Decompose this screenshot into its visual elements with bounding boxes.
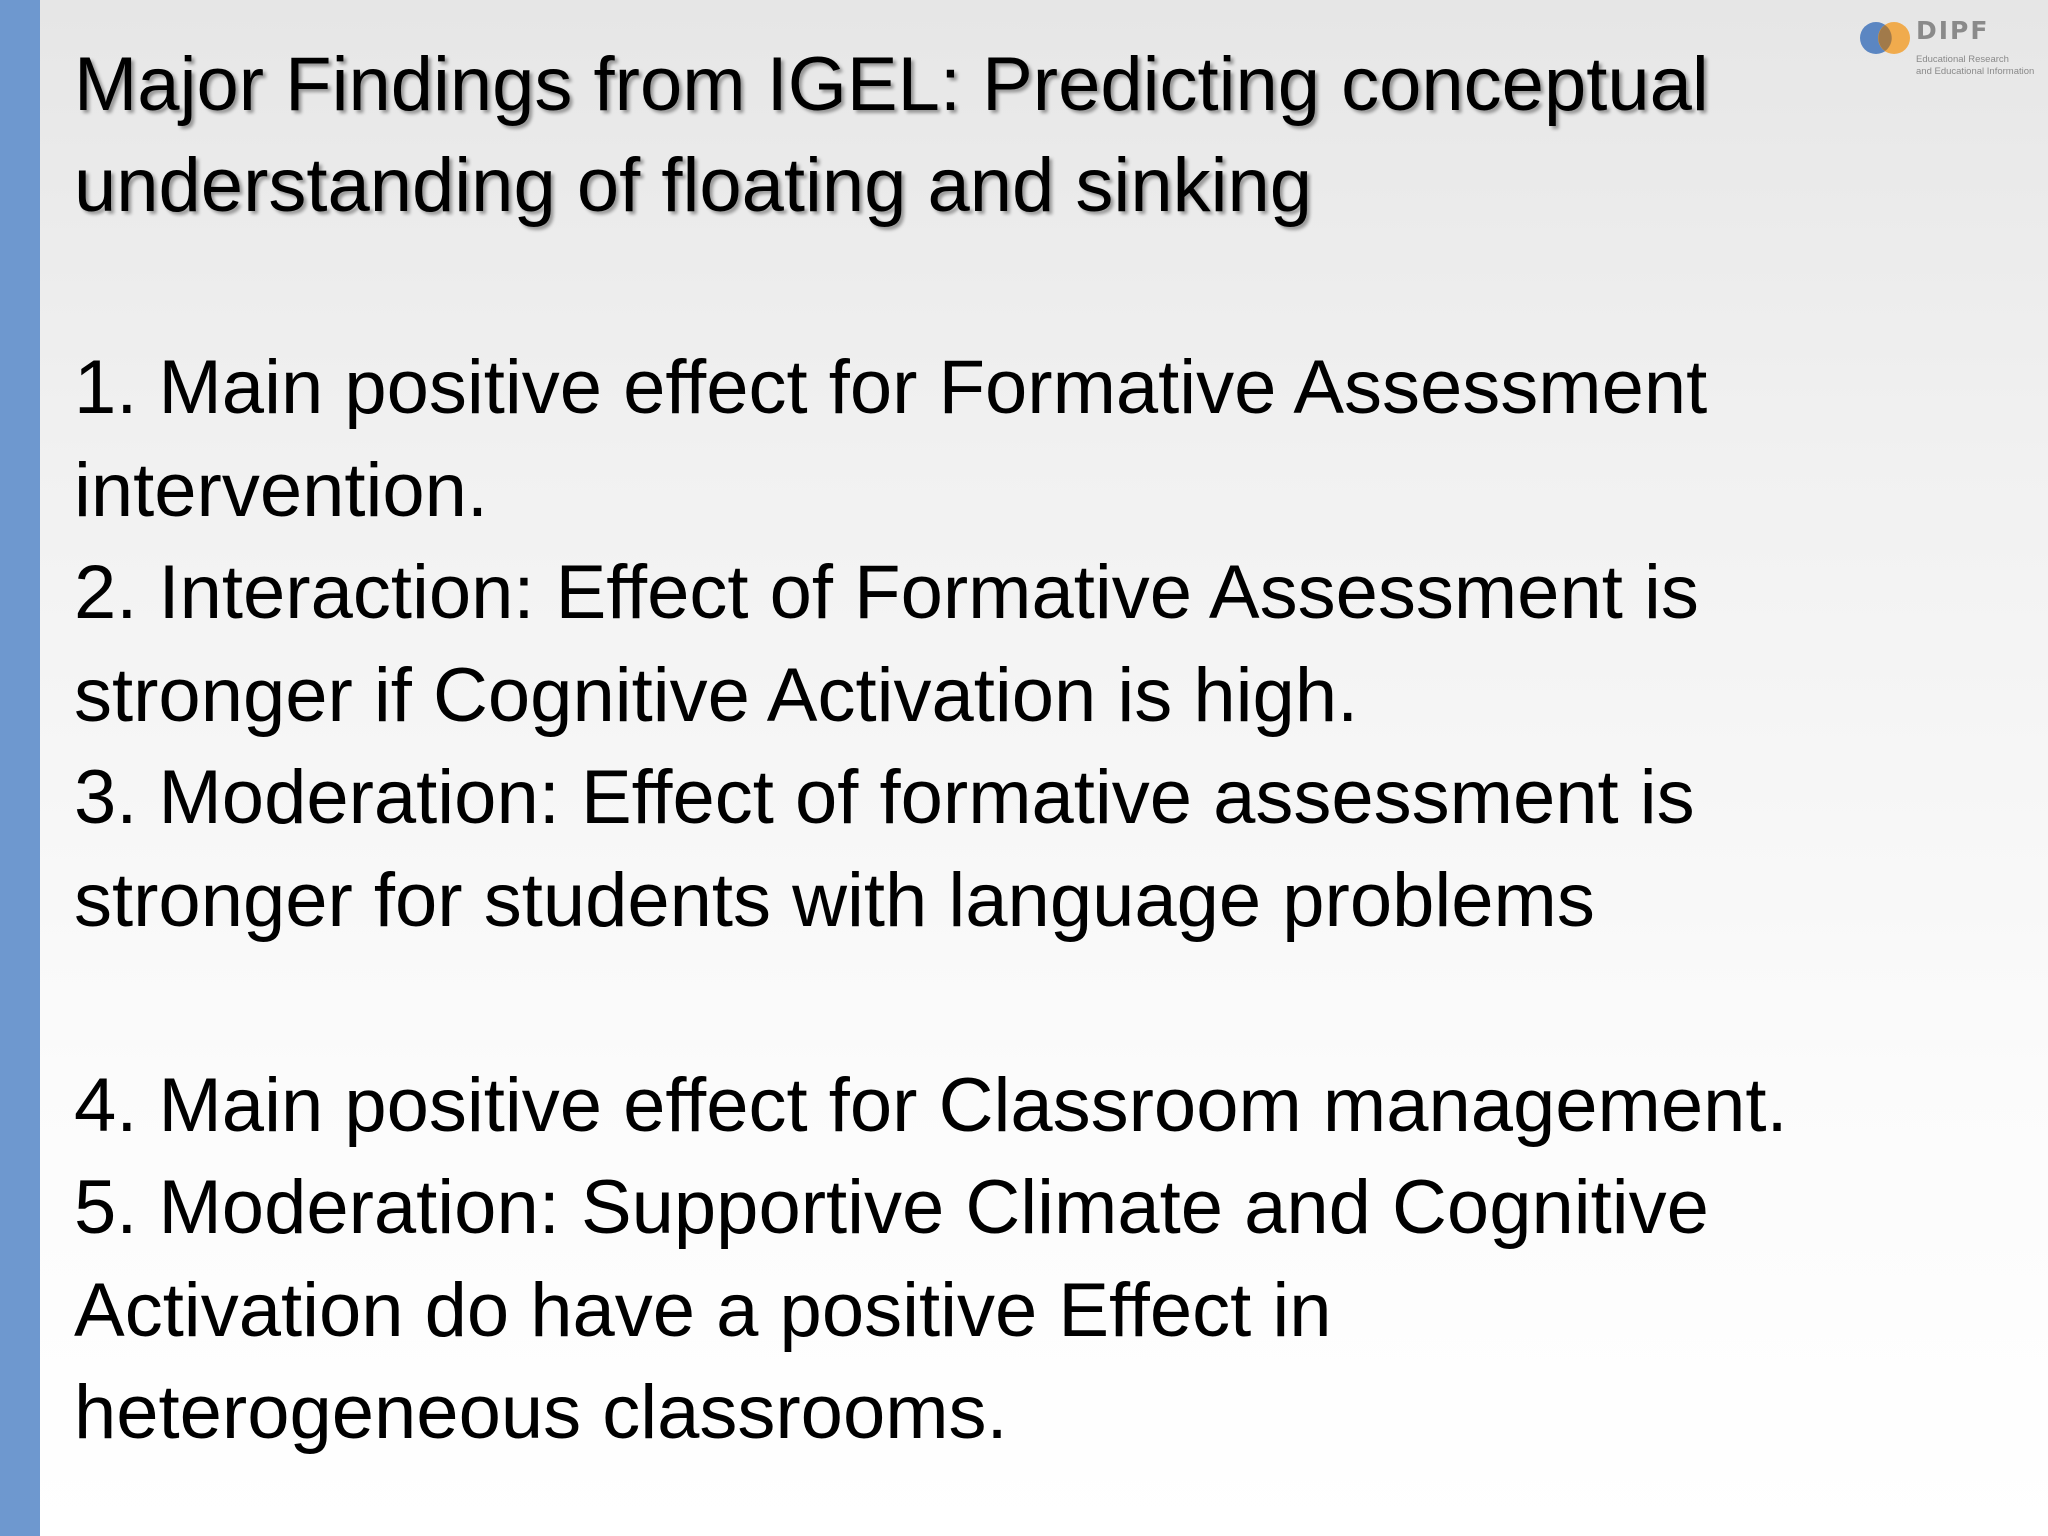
- finding-line: stronger for students with language problems: [74, 857, 1595, 943]
- finding-line: 2. Interaction: Effect of Formative Assessment is: [74, 550, 1699, 635]
- slide-accent-bar: [0, 0, 40, 1536]
- finding-line: 1. Main positive effect for Formative Assessment: [74, 345, 1708, 430]
- finding-line: heterogeneous classrooms.: [74, 1370, 1008, 1455]
- finding-line: 4. Main positive effect for Classroom management.: [74, 1062, 1788, 1148]
- blank-line: [74, 952, 2024, 1055]
- finding-line: intervention.: [74, 447, 489, 533]
- slide-title-line: understanding of floating and sinking: [74, 143, 1313, 228]
- finding-line: 5. Moderation: Supportive Climate and Cognitive: [74, 1165, 1709, 1250]
- logo-subtitle-line: Educational Research: [1916, 54, 2009, 65]
- finding-line: Activation do have a positive Effect in: [74, 1267, 1332, 1353]
- logo-subtitle-line: and Educational Information: [1916, 66, 2035, 77]
- slide-title: [74, 34, 1934, 236]
- finding-line: stronger if Cognitive Activation is high.: [74, 652, 1359, 738]
- findings-list: [74, 337, 2024, 1465]
- slide-title-line: Major Findings from IGEL: Predicting conceptual: [74, 42, 1709, 127]
- finding-line: 3. Moderation: Effect of formative assessment is: [74, 755, 1695, 840]
- logo-wordmark: DIPF: [1916, 16, 1990, 45]
